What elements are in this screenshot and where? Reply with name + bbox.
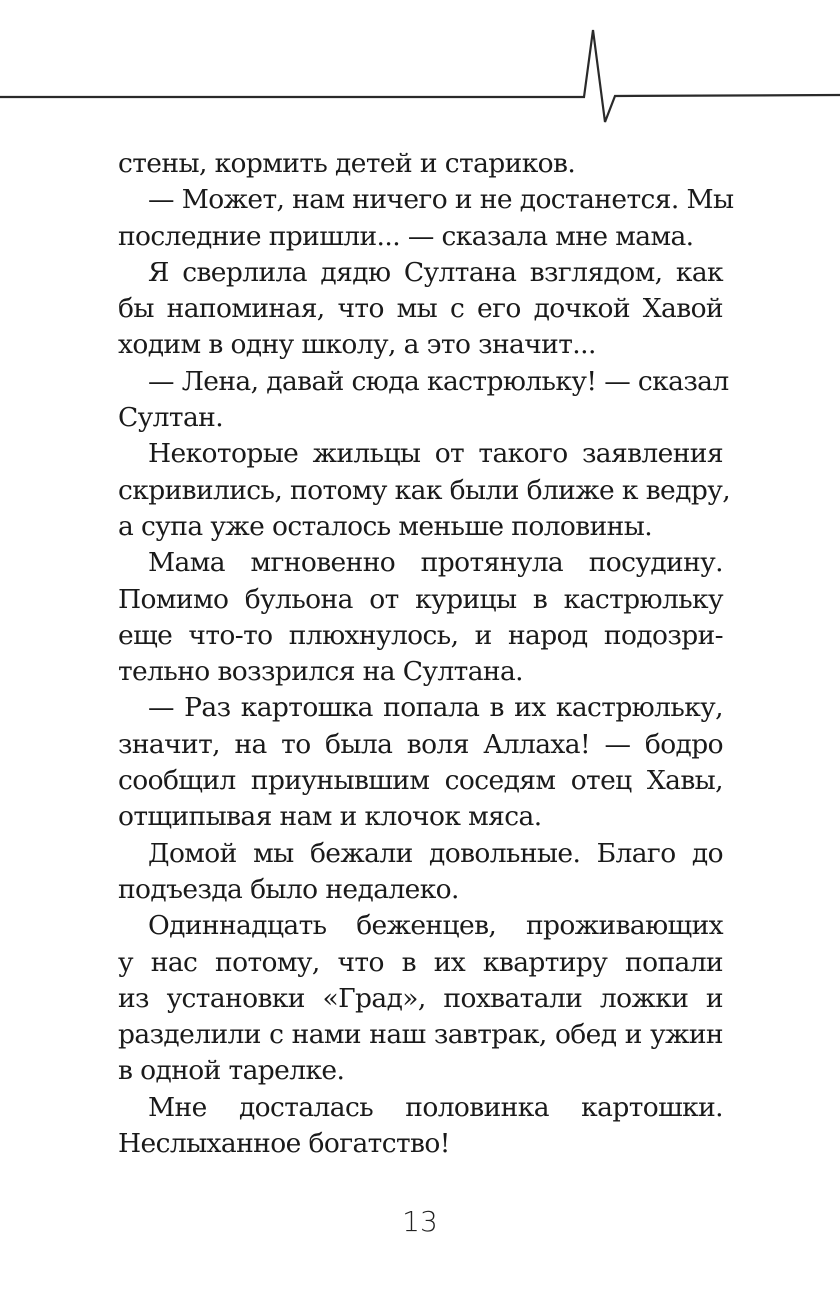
paragraph: [118, 146, 723, 182]
paragraph: [118, 545, 723, 690]
paragraph: [118, 690, 723, 835]
text-line: еще что-то плюхнулось, и народ подозри-: [118, 619, 723, 651]
text-line: разделили с нами наш завтрак, обед и ужин: [118, 1019, 723, 1051]
text-line: Султан.: [118, 402, 224, 434]
text-line: из установки «Град», похватали ложки и: [118, 982, 723, 1014]
paragraph: [118, 436, 731, 545]
text-line: Мама мгновенно протянула посудину.: [148, 547, 723, 579]
text-line: Домой мы бежали довольные. Благо до: [148, 837, 723, 869]
paragraph: [118, 182, 734, 255]
text-line: отщипывая нам и клочок мяса.: [118, 801, 542, 833]
text-line: бы напоминая, что мы с его дочкой Хавой: [118, 293, 723, 325]
paragraph: [118, 1090, 723, 1163]
text-line: Помимо бульона от курицы в кастрюльку: [118, 583, 723, 615]
text-line: Я сверлила дядю Султана взглядом, как: [148, 256, 723, 288]
page-body-text: [118, 146, 734, 1162]
text-line: стены, кормить детей и стариков.: [118, 148, 576, 179]
text-line: Мне досталась половинка картошки.: [148, 1091, 723, 1123]
text-line: в одной тарелке.: [118, 1055, 345, 1087]
text-line: подъезда было недалеко.: [118, 873, 459, 905]
text-line: а супа уже осталось меньше половины.: [118, 510, 653, 542]
text-line: Некоторые жильцы от такого заявления: [148, 438, 723, 470]
paragraph: [118, 255, 723, 364]
text-line: значит, на то была воля Аллаха! — бодро: [118, 728, 723, 760]
text-line: ходим в одну школу, а это значит...: [118, 329, 596, 361]
text-line: сообщил приунывшим соседям отец Хавы,: [118, 765, 723, 797]
page-number: 13: [402, 1205, 438, 1238]
text-line: последние пришли... — сказала мне мама.: [118, 220, 694, 252]
text-line: тельно воззрился на Султана.: [118, 656, 524, 688]
text-line: — Может, нам ничего и не достанется. Мы: [148, 184, 734, 216]
ecg-heartbeat-line-icon: [0, 0, 840, 140]
text-line: Неслыханное богатство!: [118, 1128, 450, 1160]
paragraph: [118, 364, 729, 437]
text-line: скривились, потому как были ближе к ведру,: [118, 474, 731, 506]
paragraph: [118, 908, 723, 1089]
text-line: — Раз картошка попала в их кастрюльку,: [148, 692, 723, 724]
text-line: у нас потому, что в их квартиру попали: [118, 946, 723, 978]
text-line: Одиннадцать беженцев, проживающих: [148, 910, 723, 942]
paragraph: [118, 836, 723, 909]
text-line: — Лена, давай сюда кастрюльку! — сказал: [148, 365, 729, 397]
